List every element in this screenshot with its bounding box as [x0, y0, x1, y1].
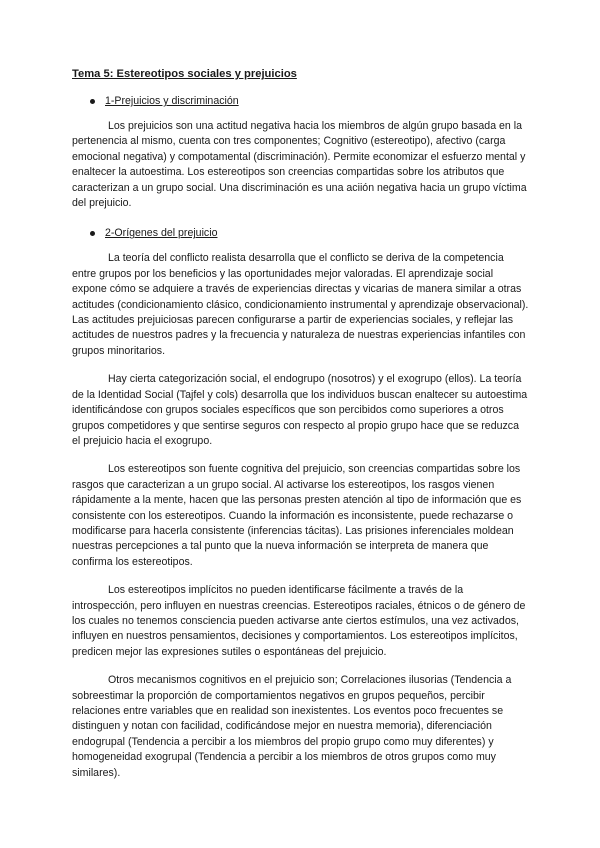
document-page — [72, 66, 530, 794]
section-heading-prejuicios — [90, 93, 530, 109]
document-title: Tema 5: Estereotipos sociales y prejuicios — [72, 68, 297, 80]
section-heading-origenes — [90, 225, 530, 241]
paragraph: Otros mecanismos cognitivos en el prejuicio son; Correlaciones ilusorias (Tendencia a sobreestimar la proporción de comportamientos negativos en grupos pequeños, percibir relaciones entre variables que en realidad son inexistentes. Los eventos poco frecuentes se distinguen y notan con facilidad, codificándose mejor en nuestra memoria), diferenciación endogrupal (Tendencia a percibir a los miembros del propio grupo como muy diferentes) y homogeneidad exogrupal (Tendencia a percibir a los miembros de otros grupos como muy similares). — [72, 674, 512, 779]
paragraph: Los estereotipos implícitos no pueden identificarse fácilmente a través de la introspección, pero influyen en nuestras creencias. Estereotipos raciales, étnicos o de género de los cuales no tenemos consciencia pueden activarse ante ciertos estímulos, una vez activados, influyen en nuestros pensamientos, decisiones y comportamientos. Los estereotipos implícitos, predicen mejor las expresiones sutiles o espontáneas del prejuicio. — [72, 584, 526, 658]
bullet-icon — [90, 99, 95, 104]
paragraph: Los estereotipos son fuente cognitiva del prejuicio, son creencias compartidas sobre los rasgos que caracterizan a un grupo social. Al activarse los estereotipos, los rasgos vienen rápidamente a la mente, hacen que las personas presten atención al tipo de información que es consistente con los estereotipos. Cuando la información es inconsistente, puede rechazarse o modificarse para hacerla consistente (inferencias tácitas). Las prisiones inferenciales moldean nuestras percepciones a tal punto que la nueva información se interpreta de manera que confirma los estereotipos. — [72, 463, 522, 568]
section-heading-label: 2-Orígenes del prejuicio — [105, 227, 218, 240]
paragraph: La teoría del conflicto realista desarrolla que el conflicto se deriva de la competencia entre grupos por los beneficios y las oportunidades mejor valoradas. El aprendizaje social expone cómo se adquiere a través de experiencias directas y vicarias de manera similar a otras actitudes (condicionamiento clásico, condicionamiento instrumental y aprendizaje observacional). Las actitudes prejuiciosas parecen configurarse a partir de experiencias sociales, y reflejar las actitudes de nuestros padres y la frecuencia y naturaleza de nuestras experiencias infantiles con grupos minoritarios. — [72, 252, 529, 357]
paragraph: Hay cierta categorización social, el endogrupo (nosotros) y el exogrupo (ellos). La teoría de la Identidad Social (Tajfel y cols) desarrolla que los individuos buscan enaltecer su autoestima identificándose con grupos sociales específicos que son percibidos como superiores a otros grupos competidores y que sentirse seguros con respecto al propio grupo hace que se reduzca el prejuicio hacia el exogrupo. — [72, 373, 528, 447]
section-heading-label: 1-Prejuicios y discriminación — [105, 95, 239, 107]
paragraph: Los prejuicios son una actitud negativa hacia los miembros de algún grupo basada en la pertenencia al mismo, cuenta con tres componentes; Cognitivo (estereotipo), afectivo (carga emocional negativa) y compotamental (discriminación). Permite economizar el esfuerzo mental y enaltecer la autoestima. Los estereotipos son creencias compartidas sobre los atributos que caracterizan a un grupo social. Una discriminación es una aciión negativa hacia un grupo víctima del prejuicio. — [72, 120, 527, 210]
bullet-icon — [90, 231, 95, 236]
